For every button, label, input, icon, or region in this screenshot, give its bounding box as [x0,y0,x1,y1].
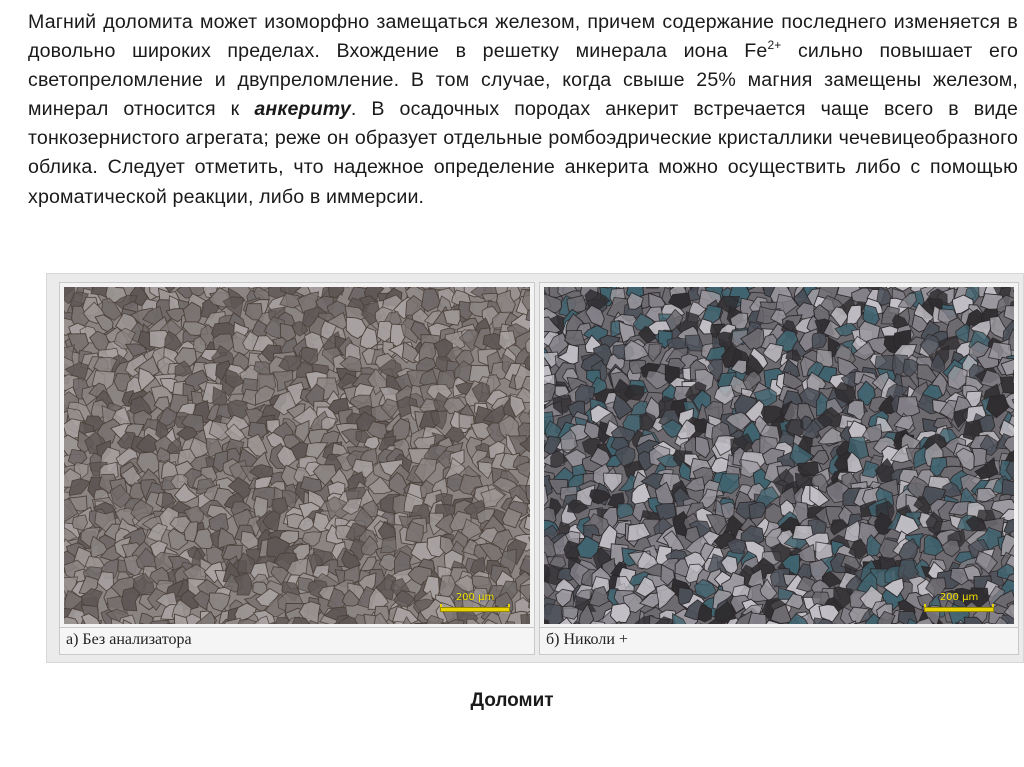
caption-bar [540,627,1018,654]
paragraph-text-2: сильно повышает его светопреломление и двупреломление. В том случае, когда свыше 25% магния замещены железом, минерал относится к [28,40,1018,121]
caption-bar [60,627,534,654]
paragraph-text-1: Магний доломита может изоморфно замещаться железом, причем содержание последнего изменяется в довольно широких пределах. Вхождение в решетку минерала иона Fe [28,11,1018,63]
micrograph-plain-light [64,287,530,624]
panel-caption: а) Без анализатора [66,631,192,648]
figure-title: Доломит [470,690,554,711]
panel-crossed-nicols [539,282,1019,655]
body-paragraph [28,8,1018,212]
fe-charge-superscript: 2+ [767,38,782,53]
scale-bar-label: 200 μm [455,592,495,603]
scale-bar [924,592,994,612]
scale-bar [440,592,510,612]
scale-bar-label: 200 μm [939,592,979,603]
micrograph-figure [46,273,1024,663]
ankerite-term: анкериту [254,98,351,121]
micrograph-image [64,287,530,624]
micrograph-crossed-nicols [544,287,1014,624]
micrograph-image [544,287,1014,624]
panel-caption: б) Николи + [546,631,628,648]
panel-plain-light [59,282,535,655]
paragraph-text-3: . В осадочных породах анкерит встречается чаще всего в виде тонкозернистого агрегата; реже он образует отдельные ромбоэдрические кристаллики чечевицеобразного облика. Следует отметить, что надежное определение анкерита можно осуществить либо с помощью хроматической реакции, либо в иммерсии. [28,98,1018,208]
